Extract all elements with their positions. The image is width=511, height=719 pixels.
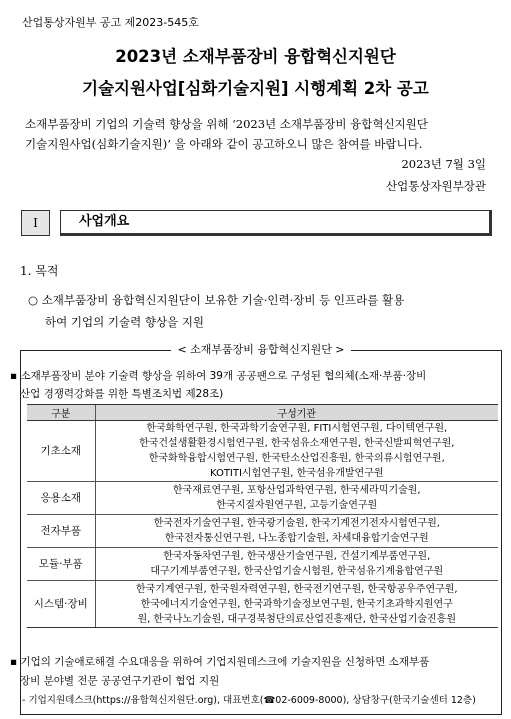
table-row	[27, 581, 498, 628]
box-bullet2-line2: 장비 분야별 전문 공공연구기관이 협업 지원	[20, 675, 220, 687]
info-box-title: < 소재부품장비 융합혁신지원단 >	[21, 342, 501, 358]
table-cell-institutions: 한국재료연구원, 포항산업과학연구원, 한국세라믹기술원, 한국지질자원연구원, 고등기술연구원	[95, 482, 498, 515]
purpose-line1: ○ 소재부품장비 융합혁신지원단이 보유한 기술·인력·장비 등 인프라를 활용	[28, 293, 405, 307]
table-cell-institutions: 한국전자기술연구원, 한국광기술원, 한국기계전기전자시험연구원, 한국전자통신연구원, 나노종합기술원, 차세대융합기술연구원	[95, 515, 498, 548]
table-cell-institutions: 한국화학연구원, 한국과학기술연구원, FITI시험연구원, 다이텍연구원, 한국건설생활환경시험연구원, 한국섬유소재연구원, 한국신발피혁연구원, 한국화학융합시험연구원, 한국탄소산업진흥원, 한국의류시험연구원, KOTITI시험연구원, 한국섬유개발연구원	[95, 421, 498, 482]
table-header-category: 구분	[27, 405, 95, 421]
issuer: 산업통상자원부장관	[386, 179, 486, 193]
table-row	[27, 482, 498, 515]
box-bullet2-line1: ▪ 기업의 기술애로해결 수요대응을 위하여 기업지원데스크에 기술지원을 신청하면 소재부품	[10, 656, 430, 668]
table-row	[27, 515, 498, 548]
page-title-line2: 기술지원사업[심화기술지원] 시행계획 2차 공고	[82, 79, 429, 98]
table-cell-category: 응용소재	[27, 482, 95, 515]
doc-number: 산업통상자원부 공고 제2023-545호	[22, 16, 199, 29]
member-table	[27, 404, 498, 628]
intro-line2: 기술지원사업(심화기술지원)’ 을 아래와 같이 공고하오니 많은 참여를 바랍니다.	[25, 137, 423, 151]
table-cell-category: 전자부품	[27, 515, 95, 548]
purpose-line2: 하여 기업의 기술력 향상을 지원	[45, 315, 205, 329]
table-row	[27, 421, 498, 482]
section-number: Ⅰ	[21, 210, 50, 236]
contact-info: - 기업지원데스크(https://융합혁신지원단.org), 대표번호(☎02-6009-8000), 상담창구(한국기술센터 12층)	[22, 695, 476, 706]
table-row	[27, 548, 498, 581]
page-title-line1: 2023년 소재부품장비 융합혁신지원단	[115, 47, 396, 66]
table-cell-institutions: 한국기계연구원, 한국원자력연구원, 한국전기연구원, 한국항공우주연구원, 한국에너지기술연구원, 한국과학기술정보연구원, 한국기초과학지원연구 원, 한국나노기술원, 대구경북첨단의료산업진흥재단, 한국산업기술진흥원	[95, 581, 498, 628]
box-note-line1: ▪ 소재부품장비 분야 기술력 향상을 위하여 39개 공공팬으로 구성된 협의체(소재·부품·장비	[10, 370, 427, 382]
subheading-purpose: 1. 목적	[20, 264, 59, 278]
section-title: 사업개요	[60, 210, 492, 236]
table-cell-category: 모듈·부품	[27, 548, 95, 581]
table-header-institutions: 구성기관	[95, 405, 498, 421]
table-cell-institutions: 한국자동차연구원, 한국생산기술연구원, 건설기계부품연구원, 대구기계부품연구원, 한국산업기술시험원, 한국섬유기계융합연구원	[95, 548, 498, 581]
announcement-date: 2023년 7월 3일	[401, 157, 486, 171]
table-cell-category: 기초소재	[27, 421, 95, 482]
box-note-line2: 산업 경쟁력강화를 위한 특별조치법 제28조)	[20, 388, 224, 400]
intro-line1: 소재부품장비 기업의 기술력 향상을 위해 ‘2023년 소재부품장비 융합혁신지원단	[25, 117, 428, 131]
table-cell-category: 시스템·장비	[27, 581, 95, 628]
table-header-row	[27, 405, 498, 421]
